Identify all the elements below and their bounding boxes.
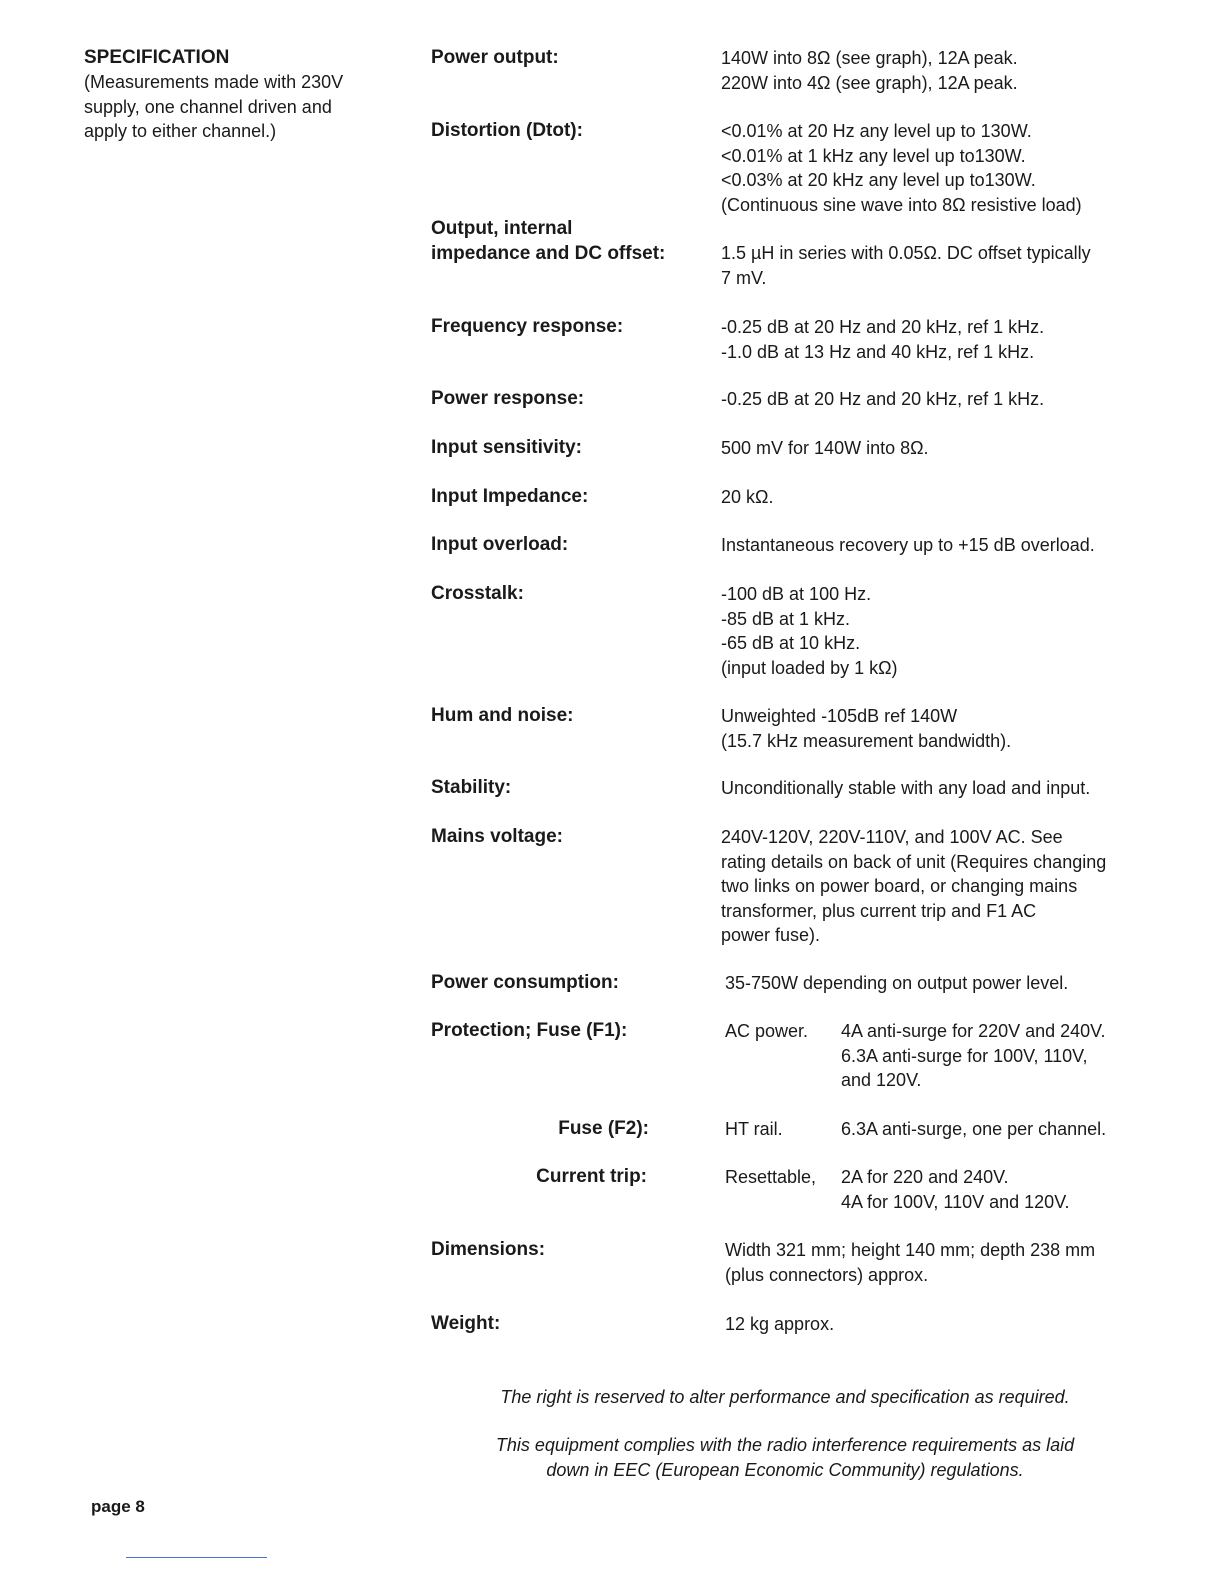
spec-value: <0.01% at 20 Hz any level up to 130W. <0.01% at 1 kHz any level up to130W. <0.03% at 20 kHz any level up to130W. (Continuous sine wave into 8Ω resistive load) bbox=[721, 121, 1082, 215]
spec-value: Unconditionally stable with any load and input. bbox=[721, 778, 1091, 798]
spec-label: Dimensions: bbox=[431, 1239, 546, 1260]
spec-label: Distortion (Dtot): bbox=[431, 120, 583, 141]
spec-label: Stability: bbox=[431, 777, 512, 798]
spec-sub-label: Resettable, bbox=[725, 1167, 817, 1187]
spec-value: 140W into 8Ω (see graph), 12A peak. 220W into 4Ω (see graph), 12A peak. bbox=[721, 48, 1018, 93]
spec-label: Output, internal impedance and DC offset: bbox=[431, 218, 666, 264]
spec-value: 500 mV for 140W into 8Ω. bbox=[721, 438, 929, 458]
spec-value: -0.25 dB at 20 Hz and 20 kHz, ref 1 kHz. -1.0 dB at 13 Hz and 40 kHz, ref 1 kHz. bbox=[721, 317, 1045, 362]
spec-label: Power consumption: bbox=[431, 972, 619, 993]
spec-label: Crosstalk: bbox=[431, 583, 524, 604]
spec-label: Input sensitivity: bbox=[431, 437, 582, 458]
spec-label: Frequency response: bbox=[431, 316, 624, 337]
spec-value: 12 kg approx. bbox=[725, 1314, 835, 1334]
measurement-note: (Measurements made with 230V supply, one channel driven and apply to either channel.) bbox=[84, 72, 344, 141]
spec-value: Instantaneous recovery up to +15 dB overload. bbox=[721, 535, 1095, 555]
spec-value: Width 321 mm; height 140 mm; depth 238 mm (plus connectors) approx. bbox=[725, 1240, 1096, 1285]
spec-value: -0.25 dB at 20 Hz and 20 kHz, ref 1 kHz. bbox=[721, 389, 1045, 409]
spec-label: Current trip: bbox=[536, 1166, 647, 1187]
spec-label: Power response: bbox=[431, 388, 585, 409]
spec-label: Protection; Fuse (F1): bbox=[431, 1020, 628, 1041]
spec-label: Power output: bbox=[431, 47, 559, 68]
spec-value: -100 dB at 100 Hz. -85 dB at 1 kHz. -65 dB at 10 kHz. (input loaded by 1 kΩ) bbox=[721, 584, 898, 678]
spec-value: 20 kΩ. bbox=[721, 487, 774, 507]
spec-value: 2A for 220 and 240V. 4A for 100V, 110V and 120V. bbox=[841, 1167, 1070, 1212]
spec-value: 240V-120V, 220V-110V, and 100V AC. See rating details on back of unit (Requires changing two links on power board, or changing mains transformer, plus current trip and F1 AC power fuse). bbox=[721, 827, 1107, 945]
sidebar bbox=[84, 46, 404, 144]
spec-sub-label: AC power. bbox=[725, 1021, 809, 1041]
spec-label: Mains voltage: bbox=[431, 826, 563, 847]
section-title: SPECIFICATION bbox=[84, 47, 230, 68]
spec-value: 6.3A anti-surge, one per channel. bbox=[841, 1119, 1107, 1139]
spec-label: Fuse (F2): bbox=[558, 1118, 649, 1139]
spec-sub-label: HT rail. bbox=[725, 1119, 783, 1139]
spec-value: 35-750W depending on output power level. bbox=[725, 973, 1069, 993]
compliance-notice: This equipment complies with the radio interference requirements as laid down in EEC (European Economic Community) regulations. bbox=[495, 1435, 1075, 1480]
spec-value: 1.5 µH in series with 0.05Ω. DC offset typically 7 mV. bbox=[721, 243, 1091, 288]
divider-line bbox=[126, 1557, 267, 1558]
page-number: page 8 bbox=[91, 1497, 145, 1516]
spec-label: Weight: bbox=[431, 1313, 501, 1334]
spec-label: Hum and noise: bbox=[431, 705, 574, 726]
spec-value: Unweighted -105dB ref 140W (15.7 kHz measurement bandwidth). bbox=[721, 706, 1012, 751]
spec-value: 4A anti-surge for 220V and 240V. 6.3A anti-surge for 100V, 110V, and 120V. bbox=[841, 1021, 1106, 1090]
spec-label: Input Impedance: bbox=[431, 486, 589, 507]
spec-label: Input overload: bbox=[431, 534, 569, 555]
reserve-notice: The right is reserved to alter performance and specification as required. bbox=[500, 1387, 1070, 1407]
